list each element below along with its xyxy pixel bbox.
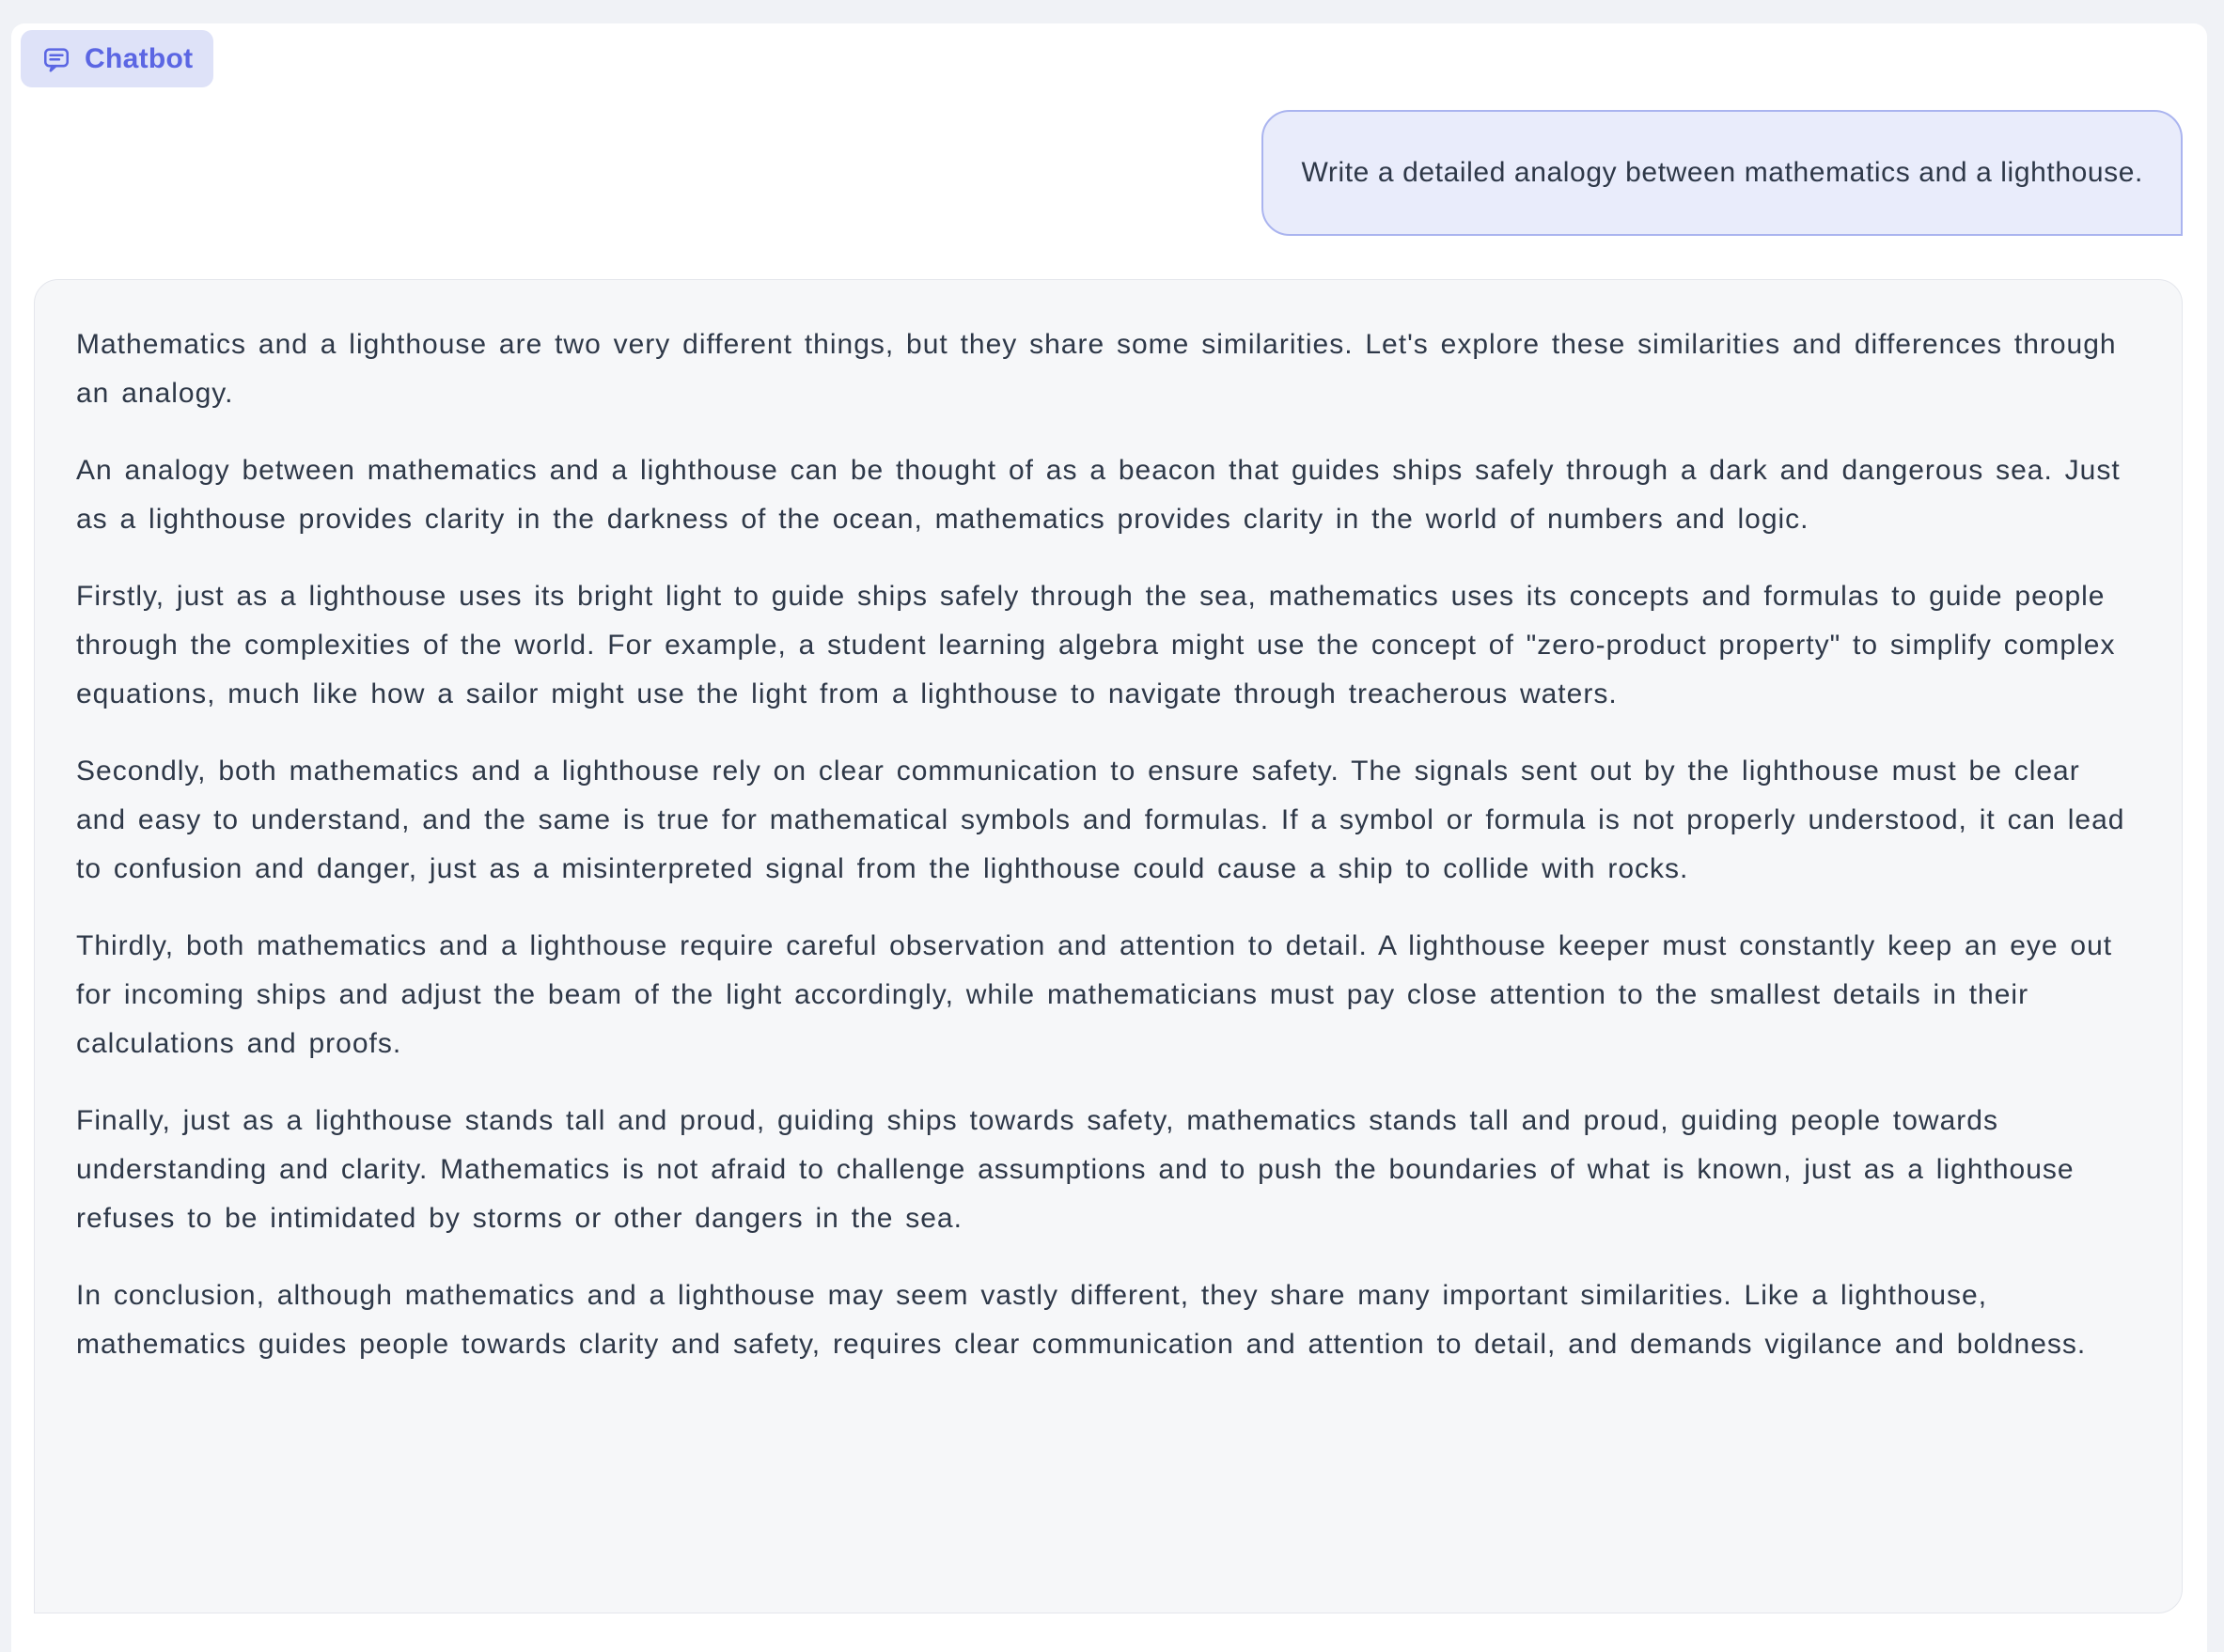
user-message-row: [1261, 110, 2183, 236]
bot-message-paragraph: Firstly, just as a lighthouse uses its bright light to guide ships safely through the sea, mathematics uses its concepts and formulas to guide people through the complexities of the world. For example, a student learning algebra might use the concept of "zero-product property" to simplify complex equations, much like how a sailor might use the light from a lighthouse to navigate through treacherous waters.: [76, 581, 2116, 709]
bot-message-paragraph: Finally, just as a lighthouse stands tall and proud, guiding ships towards safety, mathematics stands tall and proud, guiding people towards understanding and clarity. Mathematics is not afraid to challenge assumptions and to push the boundaries of what is known, just as a lighthouse refuses to be intimidated by storms or other dangers in the sea.: [76, 1105, 2075, 1234]
bot-message-paragraph: Mathematics and a lighthouse are two very different things, but they share some similarities. Let's explore these similarities and differences through an analogy.: [76, 329, 2117, 409]
bot-message-bubble: [34, 279, 2183, 1613]
chatbot-window: [11, 23, 2207, 1652]
bot-message-paragraph: In conclusion, although mathematics and a lighthouse may seem vastly different, they share many important similarities. Like a lighthouse, mathematics guides people towards clarity and safety, requires clear communication and attention to detail, and demands vigilance and boldness.: [76, 1280, 2087, 1360]
bot-message-paragraph: An analogy between mathematics and a lighthouse can be thought of as a beacon that guides ships safely through a dark and dangerous sea. Just as a lighthouse provides clarity in the darkness of the ocean, mathematics provides clarity in the world of numbers and logic.: [76, 455, 2121, 535]
user-message-bubble: Write a detailed analogy between mathematics and a lighthouse.: [1261, 110, 2183, 236]
bot-message-paragraph: Thirdly, both mathematics and a lighthouse require careful observation and attention to detail. A lighthouse keeper must constantly keep an eye out for incoming ships and adjust the beam of the light accordingly, while mathematicians must pay close attention to the smallest details in their calculations and proofs.: [76, 930, 2113, 1059]
chat-log[interactable]: [11, 23, 2207, 1652]
chatbot-label-text: Chatbot: [85, 42, 194, 74]
bot-message-paragraph: Secondly, both mathematics and a lighthouse rely on clear communication to ensure safety. The signals sent out by the lighthouse must be clear and easy to understand, and the same is true for mathematical symbols and formulas. If a symbol or formula is not properly understood, it can lead to confusion and danger, just as a misinterpreted signal from the lighthouse could cause a ship to collide with rocks.: [76, 756, 2125, 884]
